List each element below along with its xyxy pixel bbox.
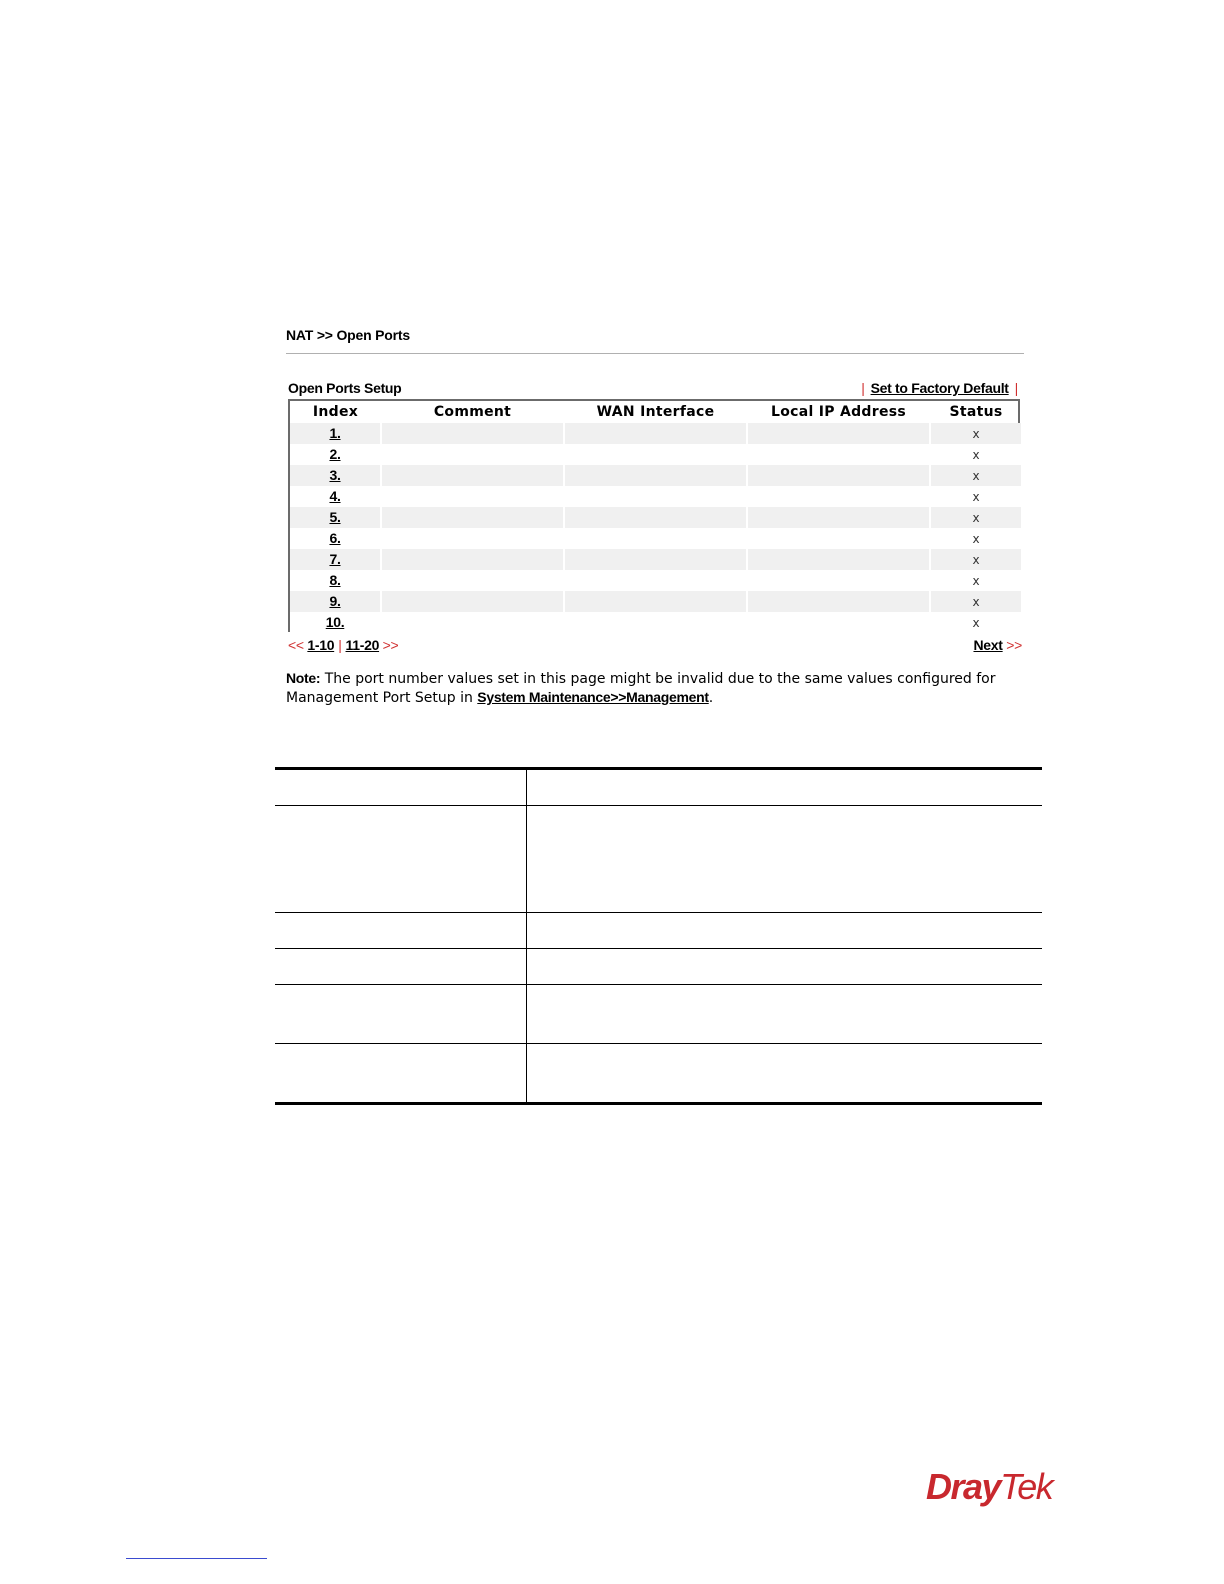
desc-row — [275, 913, 1042, 949]
wan-cell — [564, 465, 747, 486]
comment-cell — [381, 465, 564, 486]
wan-cell — [564, 528, 747, 549]
table-row — [290, 612, 1022, 633]
comment-cell — [381, 612, 564, 633]
logo-dray: Dray — [926, 1466, 1001, 1507]
open-ports-table — [290, 401, 1023, 633]
comment-cell — [381, 570, 564, 591]
footer-link-line — [126, 1558, 267, 1559]
col-header-comment: Comment — [433, 404, 512, 420]
col-header-status: Status — [949, 404, 1003, 420]
ip-cell — [747, 507, 930, 528]
table-row — [290, 528, 1022, 549]
status-cell: x — [930, 570, 1022, 591]
index-link[interactable]: 7. — [329, 551, 341, 567]
comment-cell — [381, 444, 564, 465]
table-row — [290, 591, 1022, 612]
comment-cell — [381, 549, 564, 570]
section-title: Open Ports Setup — [288, 380, 402, 396]
status-cell: x — [930, 444, 1022, 465]
comment-cell — [381, 591, 564, 612]
ip-cell — [747, 591, 930, 612]
wan-cell — [564, 444, 747, 465]
status-cell: x — [930, 465, 1022, 486]
col-header-index: Index — [312, 404, 359, 420]
note-text — [286, 669, 1046, 707]
table-row — [290, 486, 1022, 507]
separator-left: | — [861, 380, 865, 396]
title-divider — [286, 353, 1024, 354]
factory-default-area — [855, 380, 1024, 396]
index-link[interactable]: 5. — [329, 509, 341, 525]
management-link[interactable]: System Maintenance>>Management — [477, 689, 709, 705]
open-ports-table-box — [288, 399, 1020, 632]
index-link[interactable]: 6. — [329, 530, 341, 546]
table-row — [290, 570, 1022, 591]
draytek-logo — [926, 1466, 1052, 1508]
wan-cell — [564, 570, 747, 591]
desc-row — [275, 769, 1042, 806]
ip-cell — [747, 444, 930, 465]
table-row — [290, 465, 1022, 486]
index-link[interactable]: 4. — [329, 488, 341, 504]
status-cell: x — [930, 549, 1022, 570]
logo-tek: Tek — [1000, 1466, 1053, 1507]
status-cell: x — [930, 423, 1022, 444]
next-arrow-left[interactable]: >> — [382, 637, 399, 653]
pagination — [288, 637, 398, 653]
wan-cell — [564, 486, 747, 507]
separator-right: | — [1014, 380, 1018, 396]
status-cell: x — [930, 612, 1022, 633]
description-table — [275, 767, 1042, 1105]
next-link[interactable]: Next — [973, 637, 1003, 653]
prev-arrow[interactable]: << — [288, 637, 304, 653]
status-cell: x — [930, 528, 1022, 549]
wan-cell — [564, 612, 747, 633]
table-row — [290, 549, 1022, 570]
ip-cell — [747, 612, 930, 633]
index-link[interactable]: 1. — [329, 425, 341, 441]
page-breadcrumb: NAT >> Open Ports — [286, 327, 410, 343]
desc-row — [275, 806, 1042, 913]
table-row — [290, 423, 1022, 444]
wan-cell — [564, 423, 747, 444]
comment-cell — [381, 486, 564, 507]
desc-row — [275, 1044, 1042, 1104]
desc-row — [275, 985, 1042, 1044]
status-cell: x — [930, 507, 1022, 528]
comment-cell — [381, 528, 564, 549]
status-cell: x — [930, 591, 1022, 612]
wan-cell — [564, 549, 747, 570]
ip-cell — [747, 549, 930, 570]
index-link[interactable]: 8. — [329, 572, 341, 588]
ip-cell — [747, 528, 930, 549]
comment-cell — [381, 423, 564, 444]
set-factory-default-link[interactable]: Set to Factory Default — [870, 380, 1009, 396]
ip-cell — [747, 570, 930, 591]
next-pagination — [973, 637, 1022, 653]
note-body: The port number values set in this page might be invalid due to the same values configured for Management Port Setup in — [286, 671, 996, 706]
ip-cell — [747, 465, 930, 486]
table-row — [290, 507, 1022, 528]
ip-cell — [747, 423, 930, 444]
col-header-wan-interface: WAN Interface — [596, 404, 715, 420]
index-link[interactable]: 9. — [329, 593, 341, 609]
note-end: . — [708, 690, 714, 706]
col-header-local-ip: Local IP Address — [770, 404, 907, 420]
page-link-11-20[interactable]: 11-20 — [345, 637, 380, 653]
wan-cell — [564, 591, 747, 612]
table-row — [290, 444, 1022, 465]
index-link[interactable]: 2. — [329, 446, 341, 462]
page-separator: | — [338, 637, 342, 653]
next-arrow[interactable]: >> — [1006, 637, 1022, 653]
index-link[interactable]: 10. — [325, 614, 345, 630]
status-cell: x — [930, 486, 1022, 507]
page-link-1-10[interactable]: 1-10 — [307, 637, 335, 653]
comment-cell — [381, 507, 564, 528]
index-link[interactable]: 3. — [329, 467, 341, 483]
ip-cell — [747, 486, 930, 507]
table-header-row — [290, 401, 1022, 423]
note-label: Note: — [286, 670, 321, 686]
desc-row — [275, 949, 1042, 985]
wan-cell — [564, 507, 747, 528]
